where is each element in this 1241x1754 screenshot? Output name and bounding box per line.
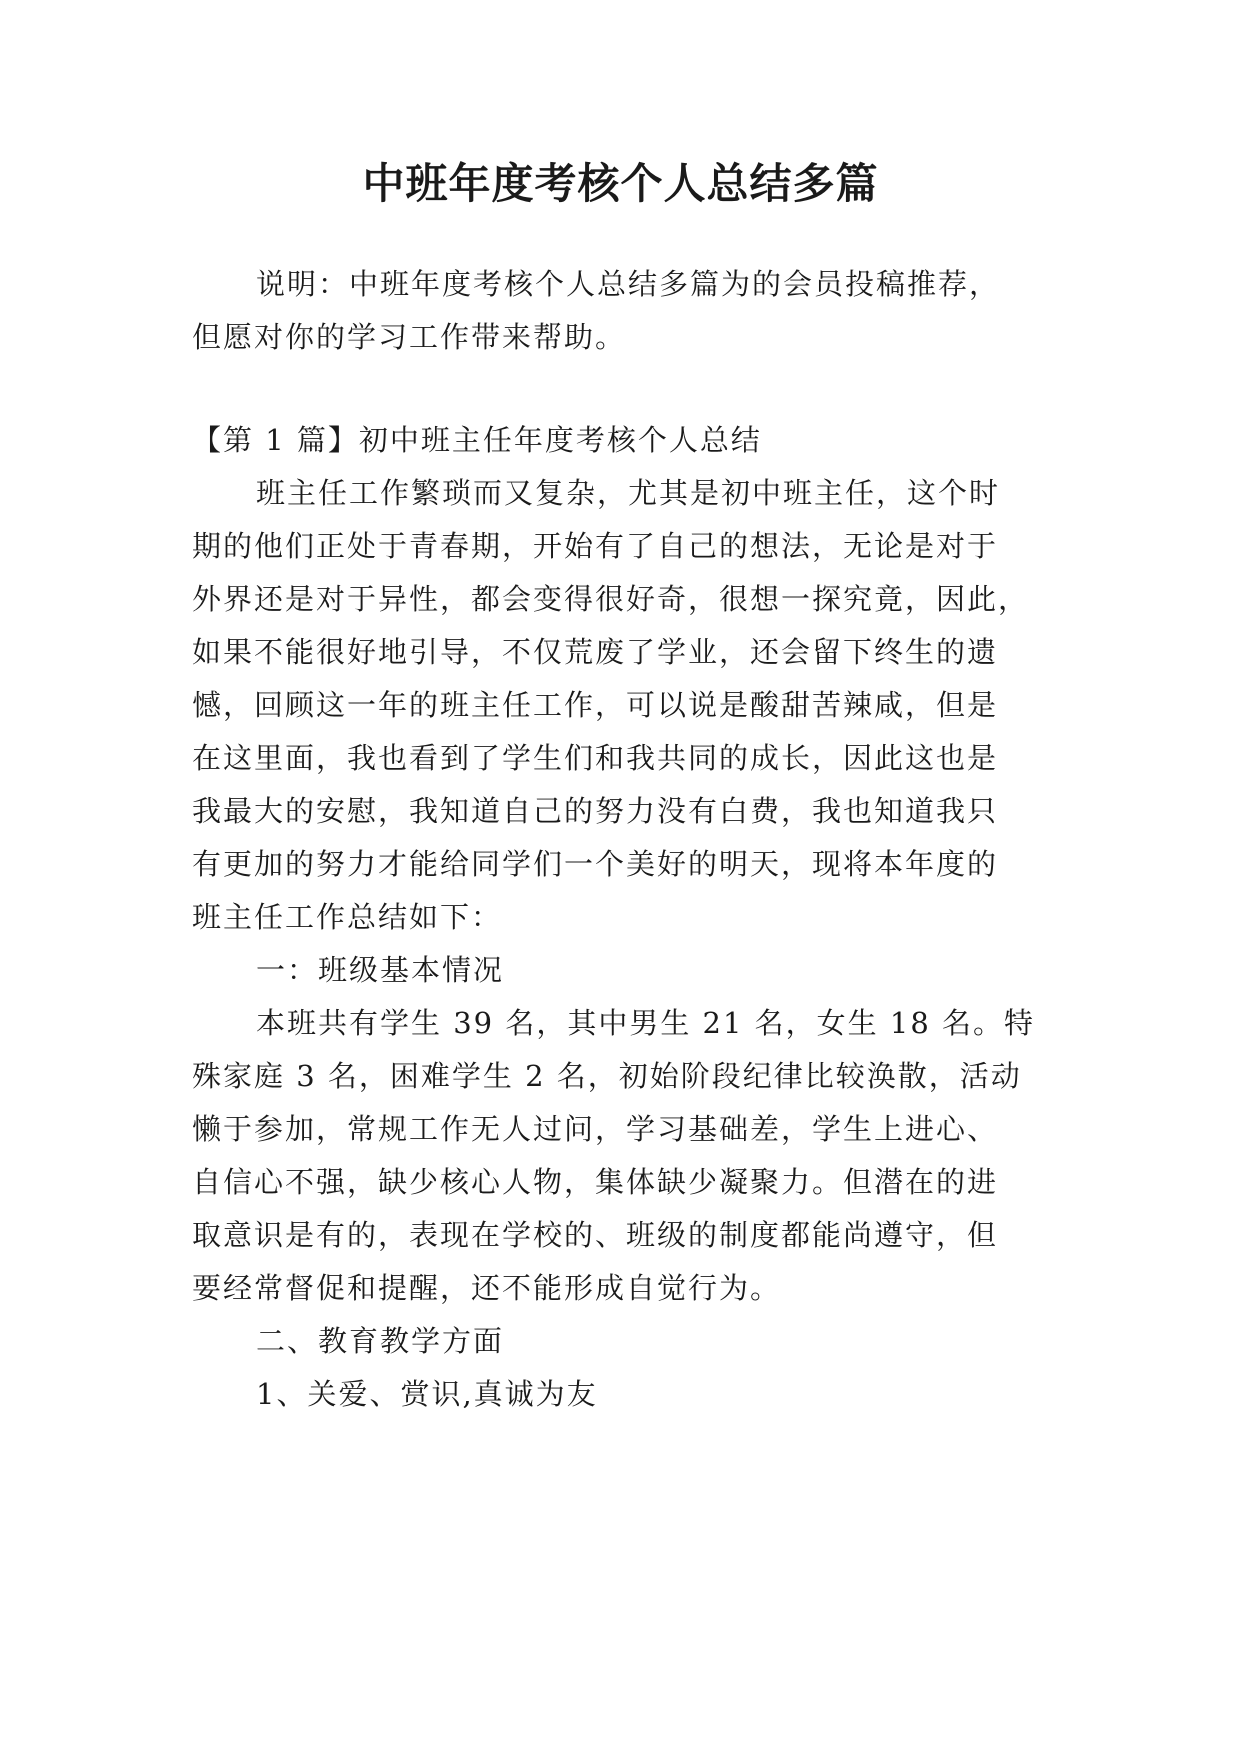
subheading-class-overview: 一：班级基本情况 [256, 953, 505, 987]
paragraph-line: 我最大的安慰，我知道自己的努力没有白费，我也知道我只 [192, 794, 999, 828]
paragraph-line: 懒于参加，常规工作无人过问，学习基础差，学生上进心、 [192, 1112, 999, 1146]
paragraph-line: 在这里面，我也看到了学生们和我共同的成长，因此这也是 [192, 741, 999, 775]
section-heading-1: 【第 1 篇】初中班主任年度考核个人总结 [192, 423, 762, 457]
paragraph-line: 本班共有学生 39 名，其中男生 21 名，女生 18 名。特 [256, 1006, 1036, 1040]
intro-line-2: 但愿对你的学习工作带来帮助。 [192, 320, 627, 354]
paragraph-line: 班主任工作总结如下： [192, 900, 503, 934]
subheading-teaching: 二、教育教学方面 [256, 1324, 505, 1358]
paragraph-line: 殊家庭 3 名，困难学生 2 名，初始阶段纪律比较涣散，活动 [192, 1059, 1022, 1093]
document-title: 中班年度考核个人总结多篇 [362, 159, 879, 208]
subheading-care-appreciation: 1、关爱、赏识,真诚为友 [256, 1377, 598, 1411]
paragraph-line: 外界还是对于异性，都会变得很好奇，很想一探究竟，因此， [192, 582, 1030, 616]
paragraph-line: 如果不能很好地引导，不仅荒废了学业，还会留下终生的遗 [192, 635, 999, 669]
intro-line-1: 说明：中班年度考核个人总结多篇为的会员投稿推荐， [256, 267, 1001, 301]
paragraph-line: 班主任工作繁琐而又复杂，尤其是初中班主任，这个时 [256, 476, 1001, 510]
paragraph-line: 取意识是有的，表现在学校的、班级的制度都能尚遵守，但 [192, 1218, 999, 1252]
paragraph-line: 憾，回顾这一年的班主任工作，可以说是酸甜苦辣咸，但是 [192, 688, 999, 722]
paragraph-line: 有更加的努力才能给同学们一个美好的明天，现将本年度的 [192, 847, 999, 881]
paragraph-line: 期的他们正处于青春期，开始有了自己的想法，无论是对于 [192, 529, 999, 563]
paragraph-line: 要经常督促和提醒，还不能形成自觉行为。 [192, 1271, 782, 1305]
paragraph-line: 自信心不强，缺少核心人物，集体缺少凝聚力。但潜在的进 [192, 1165, 999, 1199]
